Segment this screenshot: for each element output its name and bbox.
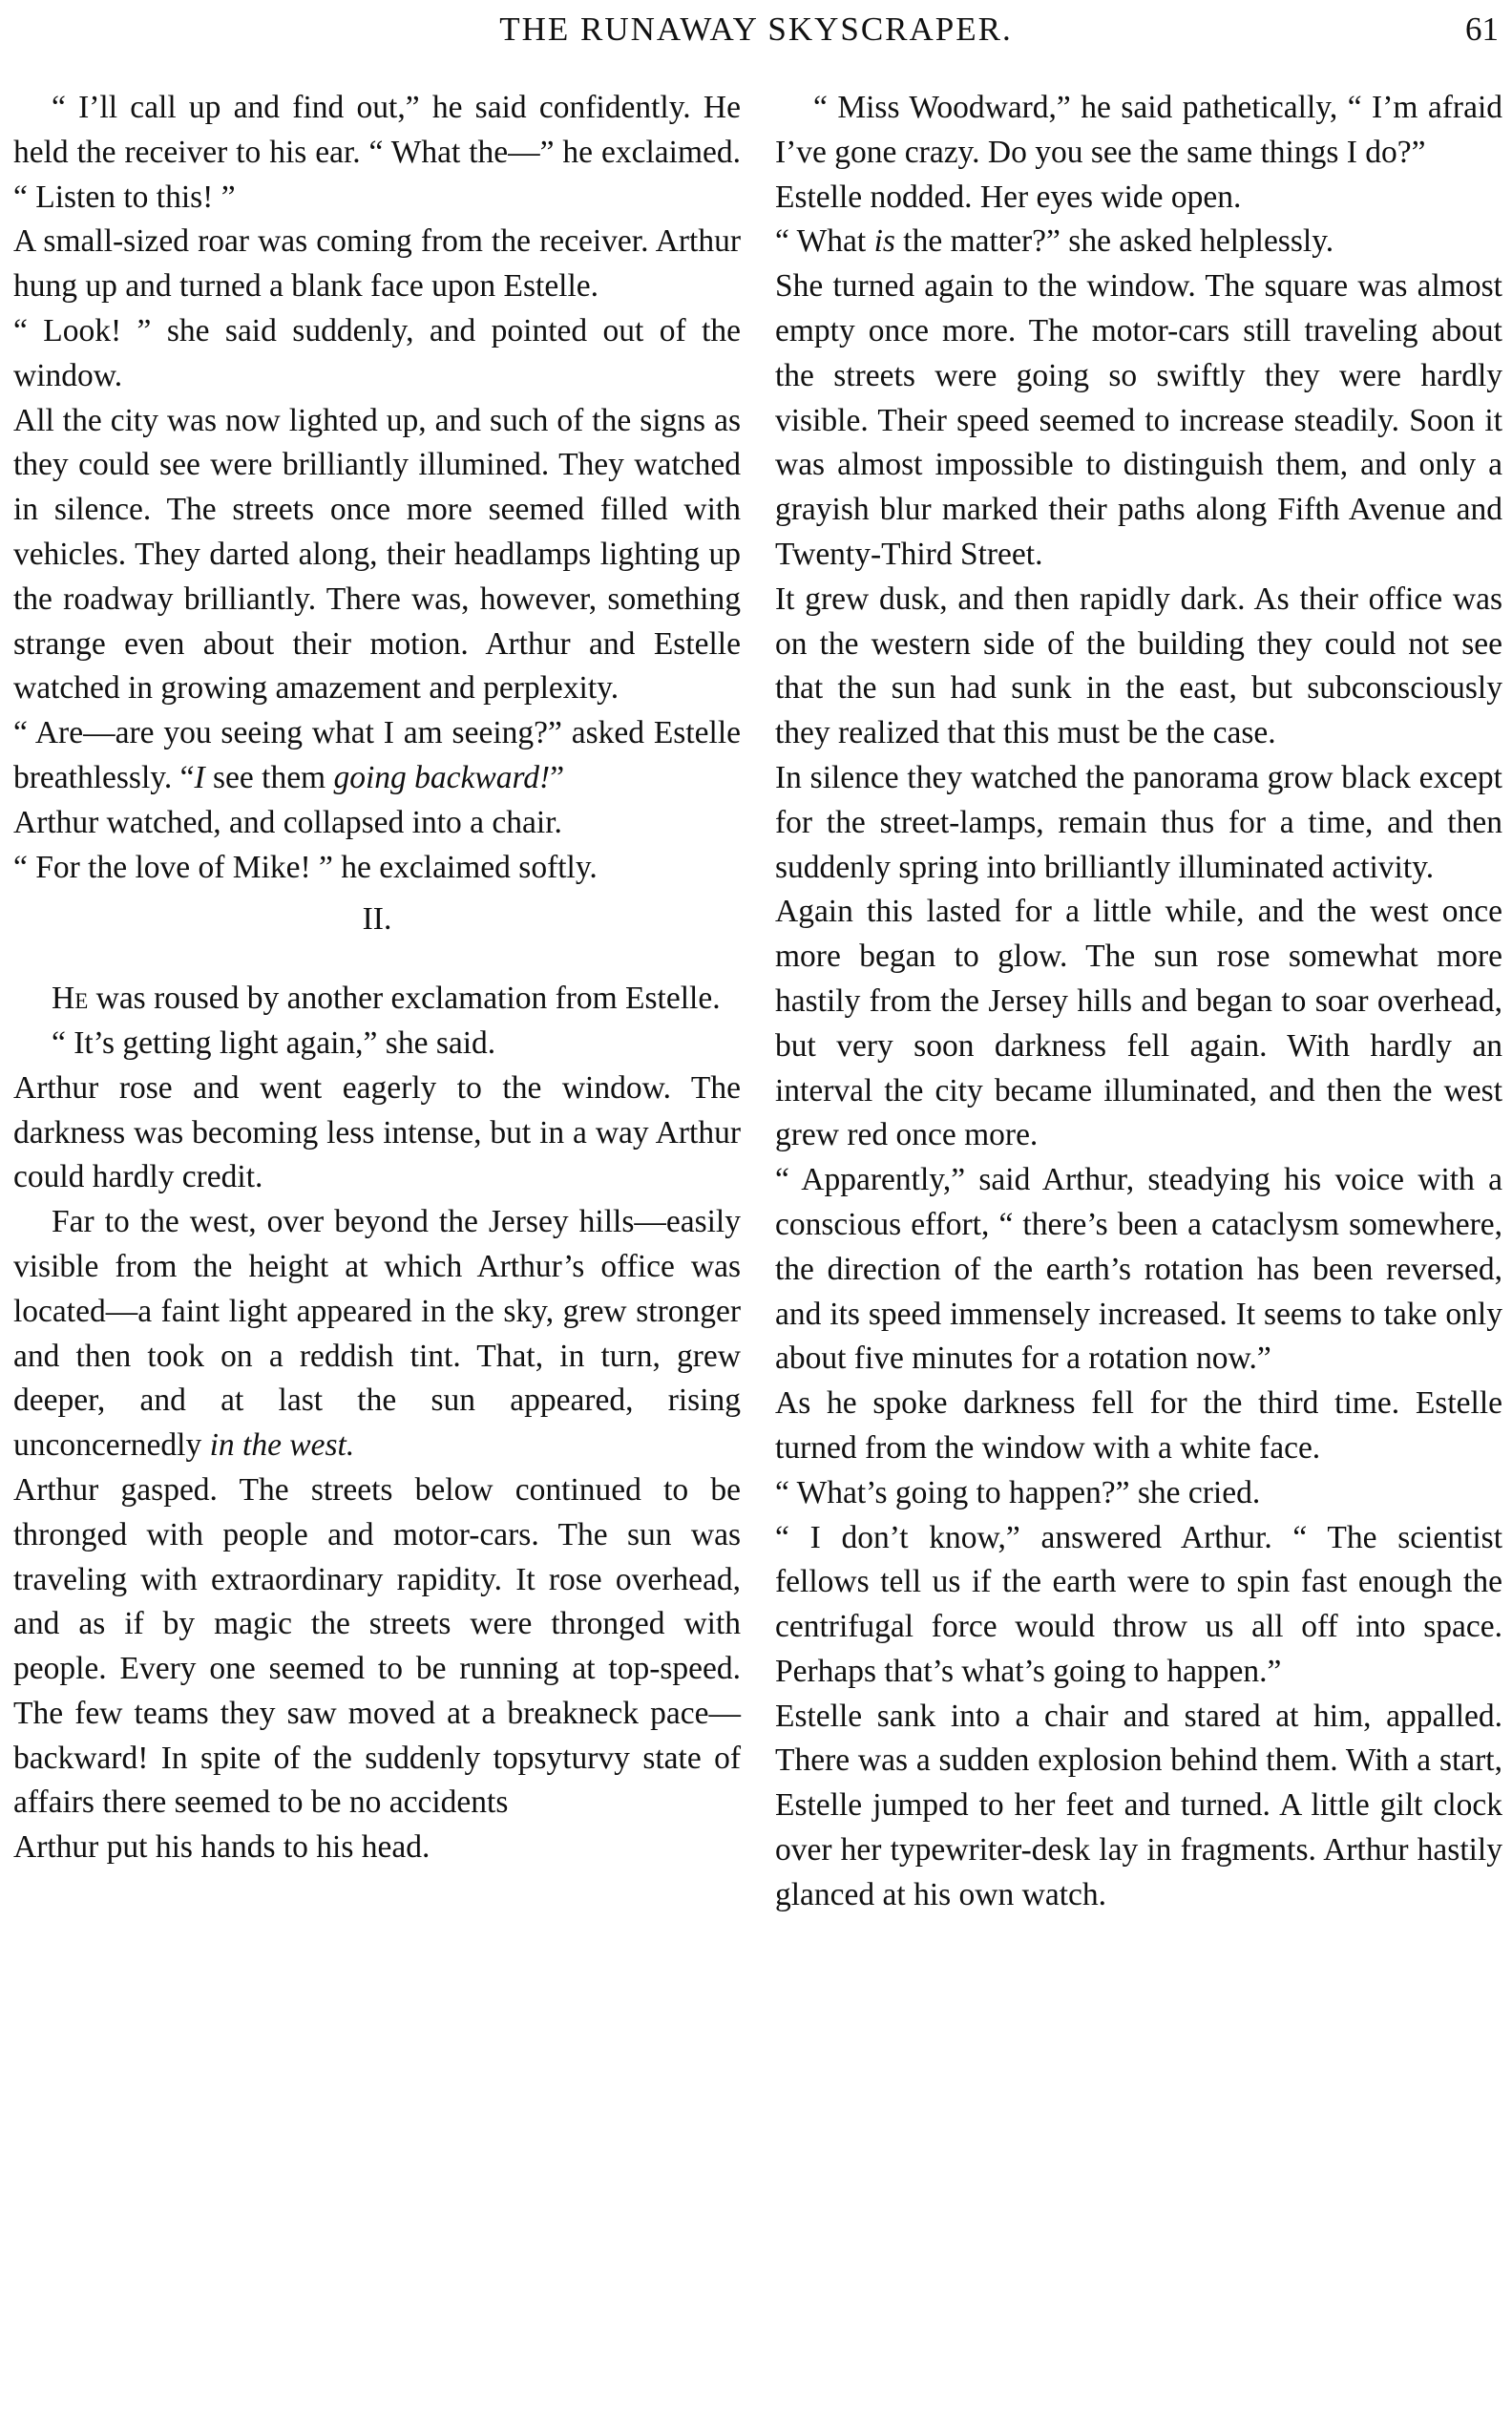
text-run: Far to the west, over beyond the Jersey hills—easily visible from the height at which Arthur’s office was located—a faint light appeared in the sky, grew stronger and then took on a reddish tint. That, in turn, grew deeper, and at last the sun appeared, rising unconcernedly [13, 1204, 741, 1464]
right-column [775, 86, 1502, 1918]
paragraph: Arthur put his hands to his head. [13, 1829, 430, 1866]
paragraph: Arthur rose and went eagerly to the window. The darkness was becoming less intense, but in a way Arthur could hardly credit. [13, 1069, 741, 1195]
italic-text: going backward! [333, 759, 551, 795]
paragraph: “ I’ll call up and find out,” he said confidently. He held the receiver to his ear. “ What the—” he exclaimed. “ Listen to this! ” [13, 90, 741, 215]
running-title: THE RUNAWAY SKYSCRAPER. [499, 11, 1013, 48]
paragraph: Estelle sank into a chair and stared at him, appalled. There was a sudden explosion behind them. With a start, Estelle jumped to her feet and turned. A little gilt clock over her typewriter-desk lay in fragments. Arthur hastily glanced at his own watch. [775, 1698, 1502, 1912]
page-number: 61 [1465, 11, 1499, 48]
paragraph: “ For the love of Mike! ” he exclaimed softly. [13, 849, 598, 885]
paragraph: “ I don’t know,” answered Arthur. “ The scientist fellows tell us if the earth were to spin fast enough the centrifugal force would throw us all off into space. Perhaps that’s what’s going to happen.” [775, 1519, 1502, 1689]
paragraph: Again this lasted for a little while, and the west once more began to glow. The sun rose somewhat more hastily from the Jersey hills and began to soar overhead, but very soon darkness fell again. With hardly an interval the city became illuminated, and then the west grew red once more. [775, 894, 1502, 1153]
paragraph: Arthur gasped. The streets below continued to be thronged with people and motor-cars. The sun was traveling with extraordinary rapidity. It rose overhead, and as if by magic the streets were thronged with people. Every one seemed to be running at top-speed. The few teams they saw moved at a breakneck pace—backward! In spite of the suddenly topsyturvy state of affairs there seemed to be no accidents [13, 1471, 741, 1821]
text-run: was roused by another exclamation from Estelle. [88, 981, 721, 1017]
text-run: “ What [775, 223, 874, 260]
paragraph: It grew dusk, and then rapidly dark. As their office was on the western side of the building they could not see that the sun had sunk in the east, but subconsciously they realized that this must be the case. [775, 581, 1502, 751]
small-caps-opening: He [52, 981, 89, 1017]
paragraph: “ What’s going to happen?” she cried. [775, 1474, 1261, 1510]
paragraph: “ It’s getting light again,” she said. [52, 1024, 496, 1061]
text-run: the matter?” she asked helplessly. [894, 223, 1334, 260]
paragraph [13, 1200, 741, 1468]
section-heading: II. [362, 901, 392, 938]
italic-text: I [194, 759, 205, 795]
page-header [0, 6, 1512, 53]
paragraph: She turned again to the window. The square was almost empty once more. The motor-cars still traveling about the streets were going so swiftly they were hardly visible. Their speed seemed to increase steadily. Soon it was almost impossible to distinguish them, and only a grayish blur marked their paths along Fifth Avenue and Twenty-Third Street. [775, 268, 1502, 572]
left-column [13, 86, 741, 1870]
paragraph: “ Miss Woodward,” he said pathetically, “ I’m afraid I’ve gone crazy. Do you see the same things I do?” [775, 90, 1502, 170]
paragraph: Arthur watched, and collapsed into a chair. [13, 804, 562, 840]
paragraph: In silence they watched the panorama grow black except for the street-lamps, remain thus for a time, and then suddenly spring into brilliantly illuminated activity. [775, 759, 1502, 885]
text-run: “ Are—are you seeing what I am seeing?” asked Estelle breathlessly. “ [13, 715, 741, 795]
italic-text: is [873, 223, 895, 260]
paragraph [775, 220, 1502, 264]
text-run: see them [204, 759, 334, 795]
paragraph: As he spoke darkness fell for the third time. Estelle turned from the window with a white face. [775, 1385, 1502, 1466]
paragraph: “ Apparently,” said Arthur, steadying his voice with a conscious effort, “ there’s been a cataclysm somewhere, the direction of the earth’s rotation has been reversed, and its speed immensely increased. It seems to take only about five minutes for a rotation now.” [775, 1162, 1502, 1377]
paragraph [13, 711, 741, 801]
paragraph: “ Look! ” she said suddenly, and pointed out of the window. [13, 312, 741, 393]
paragraph: All the city was now lighted up, and such of the signs as they could see were brilliantly illumined. They watched in silence. The streets once more seemed filled with vehicles. They darted along, their headlamps lighting up the roadway brilliantly. There was, however, something strange even about their motion. Arthur and Estelle watched in growing amazement and perplexity. [13, 402, 741, 707]
italic-text: in the west. [209, 1427, 355, 1464]
paragraph [13, 977, 741, 1022]
paragraph: Estelle nodded. Her eyes wide open. [775, 179, 1242, 215]
text-run: ” [550, 759, 565, 795]
paragraph: A small-sized roar was coming from the receiver. Arthur hung up and turned a blank face upon Estelle. [13, 223, 741, 305]
